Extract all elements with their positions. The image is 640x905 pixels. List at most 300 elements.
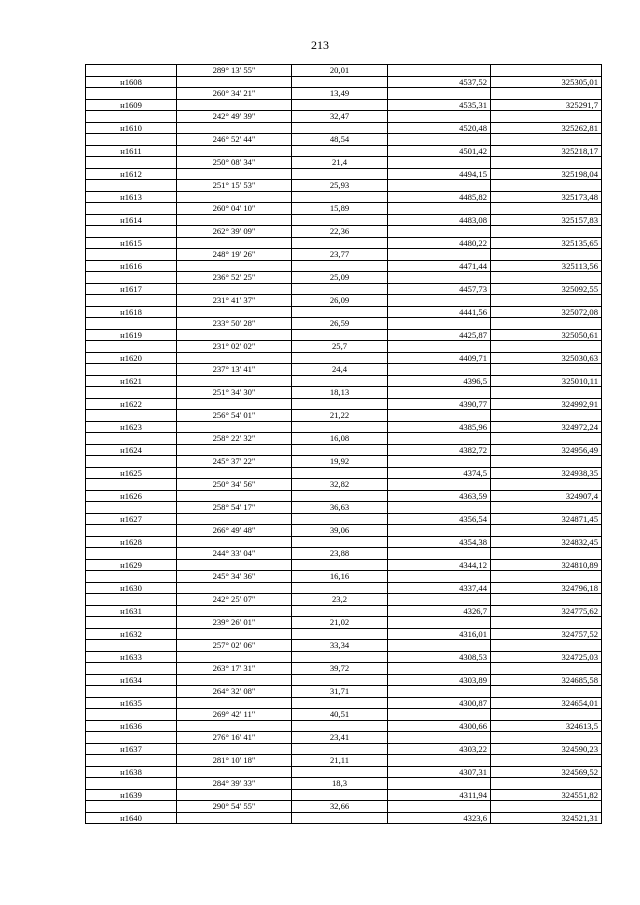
y-coordinate-cell <box>491 272 602 284</box>
table-row <box>86 398 602 410</box>
point-name-cell <box>86 778 177 790</box>
y-coordinate-cell: 324938,35 <box>491 467 602 479</box>
distance-cell <box>292 444 388 456</box>
direction-angle-cell <box>177 559 292 571</box>
distance-cell <box>292 168 388 180</box>
x-coordinate-cell <box>388 295 491 307</box>
point-name-cell <box>86 801 177 813</box>
y-coordinate-cell: 325157,83 <box>491 214 602 226</box>
x-coordinate-cell: 4326,7 <box>388 605 491 617</box>
table-row <box>86 387 602 399</box>
table-row <box>86 755 602 767</box>
distance-cell <box>292 490 388 502</box>
x-coordinate-cell: 4480,22 <box>388 237 491 249</box>
x-coordinate-cell: 4537,52 <box>388 76 491 88</box>
x-coordinate-cell: 4409,71 <box>388 352 491 364</box>
point-name-cell: н1619 <box>86 329 177 341</box>
direction-angle-cell <box>177 605 292 617</box>
point-name-cell <box>86 88 177 100</box>
table-row <box>86 479 602 491</box>
y-coordinate-cell: 325050,61 <box>491 329 602 341</box>
x-coordinate-cell <box>388 801 491 813</box>
point-name-cell: н1608 <box>86 76 177 88</box>
x-coordinate-cell <box>388 663 491 675</box>
table-row <box>86 663 602 675</box>
direction-angle-cell <box>177 375 292 387</box>
x-coordinate-cell <box>388 88 491 100</box>
point-name-cell <box>86 134 177 146</box>
direction-angle-cell: 258° 22' 32" <box>177 433 292 445</box>
y-coordinate-cell: 324810,89 <box>491 559 602 571</box>
x-coordinate-cell <box>388 410 491 422</box>
y-coordinate-cell: 324590,23 <box>491 743 602 755</box>
distance-cell: 25,09 <box>292 272 388 284</box>
distance-cell <box>292 766 388 778</box>
table-row <box>86 99 602 111</box>
table-row <box>86 352 602 364</box>
distance-cell <box>292 352 388 364</box>
point-name-cell: н1611 <box>86 145 177 157</box>
direction-angle-cell <box>177 651 292 663</box>
distance-cell: 21,22 <box>292 410 388 422</box>
y-coordinate-cell: 324832,45 <box>491 536 602 548</box>
y-coordinate-cell <box>491 157 602 169</box>
x-coordinate-cell: 4316,01 <box>388 628 491 640</box>
point-name-cell <box>86 617 177 629</box>
point-name-cell <box>86 65 177 77</box>
point-name-cell: н1630 <box>86 582 177 594</box>
point-name-cell <box>86 640 177 652</box>
y-coordinate-cell <box>491 479 602 491</box>
direction-angle-cell <box>177 789 292 801</box>
direction-angle-cell <box>177 490 292 502</box>
x-coordinate-cell: 4308,53 <box>388 651 491 663</box>
direction-angle-cell: 264° 32' 08" <box>177 686 292 698</box>
x-coordinate-cell <box>388 548 491 560</box>
table-row <box>86 111 602 123</box>
x-coordinate-cell <box>388 387 491 399</box>
point-name-cell: н1634 <box>86 674 177 686</box>
direction-angle-cell: 244° 33' 04" <box>177 548 292 560</box>
table-row <box>86 260 602 272</box>
table-row <box>86 341 602 353</box>
point-name-cell <box>86 249 177 261</box>
point-name-cell: н1640 <box>86 812 177 824</box>
y-coordinate-cell <box>491 778 602 790</box>
x-coordinate-cell: 4441,56 <box>388 306 491 318</box>
direction-angle-cell <box>177 766 292 778</box>
x-coordinate-cell <box>388 433 491 445</box>
y-coordinate-cell <box>491 594 602 606</box>
y-coordinate-cell <box>491 88 602 100</box>
y-coordinate-cell <box>491 801 602 813</box>
direction-angle-cell: 242° 49' 39" <box>177 111 292 123</box>
y-coordinate-cell: 325030,63 <box>491 352 602 364</box>
table-row <box>86 214 602 226</box>
distance-cell <box>292 467 388 479</box>
distance-cell <box>292 76 388 88</box>
y-coordinate-cell: 325135,65 <box>491 237 602 249</box>
y-coordinate-cell: 325072,08 <box>491 306 602 318</box>
table-row <box>86 778 602 790</box>
table-row <box>86 697 602 709</box>
table-row <box>86 283 602 295</box>
page-number: 213 <box>311 38 329 52</box>
distance-cell: 18,3 <box>292 778 388 790</box>
distance-cell <box>292 99 388 111</box>
table-row <box>86 76 602 88</box>
distance-cell <box>292 237 388 249</box>
x-coordinate-cell <box>388 778 491 790</box>
table-row <box>86 594 602 606</box>
table-row <box>86 226 602 238</box>
distance-cell: 39,06 <box>292 525 388 537</box>
direction-angle-cell <box>177 536 292 548</box>
y-coordinate-cell <box>491 456 602 468</box>
x-coordinate-cell: 4396,5 <box>388 375 491 387</box>
point-name-cell: н1624 <box>86 444 177 456</box>
table-row <box>86 433 602 445</box>
y-coordinate-cell: 324907,4 <box>491 490 602 502</box>
direction-angle-cell <box>177 352 292 364</box>
table-row <box>86 789 602 801</box>
distance-cell: 25,7 <box>292 341 388 353</box>
x-coordinate-cell <box>388 571 491 583</box>
y-coordinate-cell <box>491 341 602 353</box>
point-name-cell: н1625 <box>86 467 177 479</box>
direction-angle-cell: 251° 15' 53" <box>177 180 292 192</box>
x-coordinate-cell: 4501,42 <box>388 145 491 157</box>
y-coordinate-cell: 324569,52 <box>491 766 602 778</box>
x-coordinate-cell <box>388 755 491 767</box>
direction-angle-cell: 258° 54' 17" <box>177 502 292 514</box>
direction-angle-cell: 284° 39' 33" <box>177 778 292 790</box>
point-name-cell: н1612 <box>86 168 177 180</box>
distance-cell <box>292 306 388 318</box>
distance-cell <box>292 329 388 341</box>
point-name-cell <box>86 479 177 491</box>
table-row <box>86 375 602 387</box>
distance-cell: 18,13 <box>292 387 388 399</box>
table-row <box>86 801 602 813</box>
point-name-cell <box>86 548 177 560</box>
direction-angle-cell <box>177 467 292 479</box>
x-coordinate-cell: 4483,08 <box>388 214 491 226</box>
x-coordinate-cell: 4307,31 <box>388 766 491 778</box>
y-coordinate-cell <box>491 640 602 652</box>
point-name-cell: н1623 <box>86 421 177 433</box>
y-coordinate-cell <box>491 433 602 445</box>
distance-cell <box>292 789 388 801</box>
direction-angle-cell <box>177 720 292 732</box>
direction-angle-cell <box>177 260 292 272</box>
y-coordinate-cell <box>491 686 602 698</box>
x-coordinate-cell: 4425,87 <box>388 329 491 341</box>
table-row <box>86 249 602 261</box>
distance-cell <box>292 145 388 157</box>
direction-angle-cell <box>177 628 292 640</box>
table-row <box>86 502 602 514</box>
direction-angle-cell: 262° 39' 09" <box>177 226 292 238</box>
y-coordinate-cell: 324685,58 <box>491 674 602 686</box>
direction-angle-cell <box>177 99 292 111</box>
direction-angle-cell <box>177 697 292 709</box>
y-coordinate-cell: 325291,7 <box>491 99 602 111</box>
x-coordinate-cell <box>388 640 491 652</box>
direction-angle-cell: 263° 17' 31" <box>177 663 292 675</box>
distance-cell: 33,34 <box>292 640 388 652</box>
direction-angle-cell <box>177 168 292 180</box>
direction-angle-cell: 289° 13' 55" <box>177 65 292 77</box>
direction-angle-cell: 260° 34' 21" <box>177 88 292 100</box>
y-coordinate-cell: 324972,24 <box>491 421 602 433</box>
point-name-cell: н1632 <box>86 628 177 640</box>
distance-cell: 23,88 <box>292 548 388 560</box>
table-row <box>86 168 602 180</box>
x-coordinate-cell: 4356,54 <box>388 513 491 525</box>
point-name-cell: н1626 <box>86 490 177 502</box>
table-row <box>86 582 602 594</box>
point-name-cell: н1609 <box>86 99 177 111</box>
direction-angle-cell: 231° 02' 02" <box>177 341 292 353</box>
direction-angle-cell: 256° 54' 01" <box>177 410 292 422</box>
table-row <box>86 272 602 284</box>
x-coordinate-cell: 4300,66 <box>388 720 491 732</box>
point-name-cell <box>86 180 177 192</box>
distance-cell <box>292 674 388 686</box>
x-coordinate-cell <box>388 203 491 215</box>
x-coordinate-cell <box>388 249 491 261</box>
y-coordinate-cell <box>491 364 602 376</box>
direction-angle-cell <box>177 329 292 341</box>
direction-angle-cell: 266° 49' 48" <box>177 525 292 537</box>
distance-cell <box>292 582 388 594</box>
direction-angle-cell <box>177 145 292 157</box>
point-name-cell <box>86 571 177 583</box>
direction-angle-cell: 281° 10' 18" <box>177 755 292 767</box>
point-name-cell <box>86 755 177 767</box>
x-coordinate-cell <box>388 364 491 376</box>
point-name-cell: н1628 <box>86 536 177 548</box>
table-row <box>86 628 602 640</box>
table-row <box>86 122 602 134</box>
table-row <box>86 732 602 744</box>
table-row <box>86 525 602 537</box>
distance-cell <box>292 651 388 663</box>
y-coordinate-cell: 325010,11 <box>491 375 602 387</box>
distance-cell: 21,02 <box>292 617 388 629</box>
x-coordinate-cell <box>388 226 491 238</box>
table-row <box>86 444 602 456</box>
table-row <box>86 640 602 652</box>
point-name-cell <box>86 364 177 376</box>
table-row <box>86 720 602 732</box>
y-coordinate-cell: 324757,52 <box>491 628 602 640</box>
y-coordinate-cell <box>491 709 602 721</box>
y-coordinate-cell: 324775,62 <box>491 605 602 617</box>
direction-angle-cell: 269° 42' 11" <box>177 709 292 721</box>
table-row <box>86 65 602 77</box>
direction-angle-cell: 250° 34' 56" <box>177 479 292 491</box>
point-name-cell <box>86 456 177 468</box>
direction-angle-cell: 245° 34' 36" <box>177 571 292 583</box>
point-name-cell <box>86 318 177 330</box>
y-coordinate-cell: 324725,03 <box>491 651 602 663</box>
x-coordinate-cell <box>388 686 491 698</box>
point-name-cell <box>86 157 177 169</box>
y-coordinate-cell: 324956,49 <box>491 444 602 456</box>
table-row <box>86 329 602 341</box>
direction-angle-cell: 242° 25' 07" <box>177 594 292 606</box>
x-coordinate-cell: 4382,72 <box>388 444 491 456</box>
x-coordinate-cell: 4494,15 <box>388 168 491 180</box>
y-coordinate-cell: 324871,45 <box>491 513 602 525</box>
x-coordinate-cell <box>388 157 491 169</box>
table-row <box>86 134 602 146</box>
table-row <box>86 364 602 376</box>
y-coordinate-cell <box>491 571 602 583</box>
direction-angle-cell: 236° 52' 25" <box>177 272 292 284</box>
distance-cell: 32,47 <box>292 111 388 123</box>
distance-cell <box>292 720 388 732</box>
point-name-cell <box>86 111 177 123</box>
point-name-cell <box>86 203 177 215</box>
direction-angle-cell <box>177 582 292 594</box>
point-name-cell <box>86 341 177 353</box>
distance-cell <box>292 559 388 571</box>
direction-angle-cell <box>177 743 292 755</box>
table-row <box>86 686 602 698</box>
x-coordinate-cell: 4303,22 <box>388 743 491 755</box>
x-coordinate-cell <box>388 65 491 77</box>
distance-cell: 26,09 <box>292 295 388 307</box>
y-coordinate-cell <box>491 226 602 238</box>
table-row <box>86 467 602 479</box>
point-name-cell: н1637 <box>86 743 177 755</box>
direction-angle-cell: 290° 54' 55" <box>177 801 292 813</box>
table-row <box>86 456 602 468</box>
y-coordinate-cell: 324613,5 <box>491 720 602 732</box>
x-coordinate-cell <box>388 180 491 192</box>
direction-angle-cell <box>177 306 292 318</box>
table-row <box>86 651 602 663</box>
point-name-cell: н1639 <box>86 789 177 801</box>
distance-cell: 25,93 <box>292 180 388 192</box>
x-coordinate-cell <box>388 594 491 606</box>
y-coordinate-cell: 325173,48 <box>491 191 602 203</box>
x-coordinate-cell <box>388 318 491 330</box>
table-row <box>86 295 602 307</box>
table-row <box>86 674 602 686</box>
y-coordinate-cell: 325305,01 <box>491 76 602 88</box>
distance-cell: 32,82 <box>292 479 388 491</box>
distance-cell: 20,01 <box>292 65 388 77</box>
x-coordinate-cell: 4300,87 <box>388 697 491 709</box>
point-name-cell <box>86 594 177 606</box>
direction-angle-cell: 260° 04' 10" <box>177 203 292 215</box>
direction-angle-cell: 257° 02' 06" <box>177 640 292 652</box>
table-row <box>86 812 602 824</box>
direction-angle-cell <box>177 812 292 824</box>
point-name-cell: н1635 <box>86 697 177 709</box>
point-name-cell <box>86 226 177 238</box>
y-coordinate-cell: 325218,17 <box>491 145 602 157</box>
table-row <box>86 421 602 433</box>
distance-cell: 19,92 <box>292 456 388 468</box>
y-coordinate-cell: 325262,81 <box>491 122 602 134</box>
distance-cell: 23,77 <box>292 249 388 261</box>
distance-cell: 32,66 <box>292 801 388 813</box>
point-name-cell: н1631 <box>86 605 177 617</box>
distance-cell: 40,51 <box>292 709 388 721</box>
y-coordinate-cell: 325092,55 <box>491 283 602 295</box>
distance-cell <box>292 812 388 824</box>
table-row <box>86 617 602 629</box>
table-row <box>86 766 602 778</box>
point-name-cell: н1636 <box>86 720 177 732</box>
distance-cell: 22,36 <box>292 226 388 238</box>
coordinates-table <box>85 64 602 824</box>
point-name-cell: н1618 <box>86 306 177 318</box>
direction-angle-cell <box>177 214 292 226</box>
distance-cell: 39,72 <box>292 663 388 675</box>
point-name-cell: н1620 <box>86 352 177 364</box>
direction-angle-cell <box>177 674 292 686</box>
point-name-cell: н1622 <box>86 398 177 410</box>
direction-angle-cell: 231° 41' 37" <box>177 295 292 307</box>
x-coordinate-cell: 4390,77 <box>388 398 491 410</box>
x-coordinate-cell: 4520,48 <box>388 122 491 134</box>
x-coordinate-cell: 4354,38 <box>388 536 491 548</box>
y-coordinate-cell <box>491 295 602 307</box>
distance-cell <box>292 375 388 387</box>
y-coordinate-cell <box>491 525 602 537</box>
direction-angle-cell: 246° 52' 44" <box>177 134 292 146</box>
y-coordinate-cell <box>491 502 602 514</box>
point-name-cell <box>86 663 177 675</box>
y-coordinate-cell: 324521,31 <box>491 812 602 824</box>
table-row <box>86 306 602 318</box>
table-row <box>86 145 602 157</box>
direction-angle-cell: 248° 19' 26" <box>177 249 292 261</box>
distance-cell: 36,63 <box>292 502 388 514</box>
y-coordinate-cell <box>491 663 602 675</box>
y-coordinate-cell <box>491 548 602 560</box>
table-row <box>86 743 602 755</box>
y-coordinate-cell <box>491 318 602 330</box>
distance-cell: 23,2 <box>292 594 388 606</box>
distance-cell: 13,49 <box>292 88 388 100</box>
point-name-cell <box>86 732 177 744</box>
direction-angle-cell <box>177 237 292 249</box>
direction-angle-cell <box>177 398 292 410</box>
direction-angle-cell <box>177 513 292 525</box>
direction-angle-cell: 276° 16' 41" <box>177 732 292 744</box>
x-coordinate-cell <box>388 732 491 744</box>
y-coordinate-cell: 324992,91 <box>491 398 602 410</box>
distance-cell <box>292 536 388 548</box>
y-coordinate-cell <box>491 732 602 744</box>
x-coordinate-cell: 4471,44 <box>388 260 491 272</box>
distance-cell: 23,41 <box>292 732 388 744</box>
direction-angle-cell: 250° 08' 34" <box>177 157 292 169</box>
y-coordinate-cell <box>491 111 602 123</box>
direction-angle-cell: 233° 50' 28" <box>177 318 292 330</box>
point-name-cell <box>86 709 177 721</box>
point-name-cell: н1629 <box>86 559 177 571</box>
x-coordinate-cell: 4485,82 <box>388 191 491 203</box>
direction-angle-cell <box>177 283 292 295</box>
